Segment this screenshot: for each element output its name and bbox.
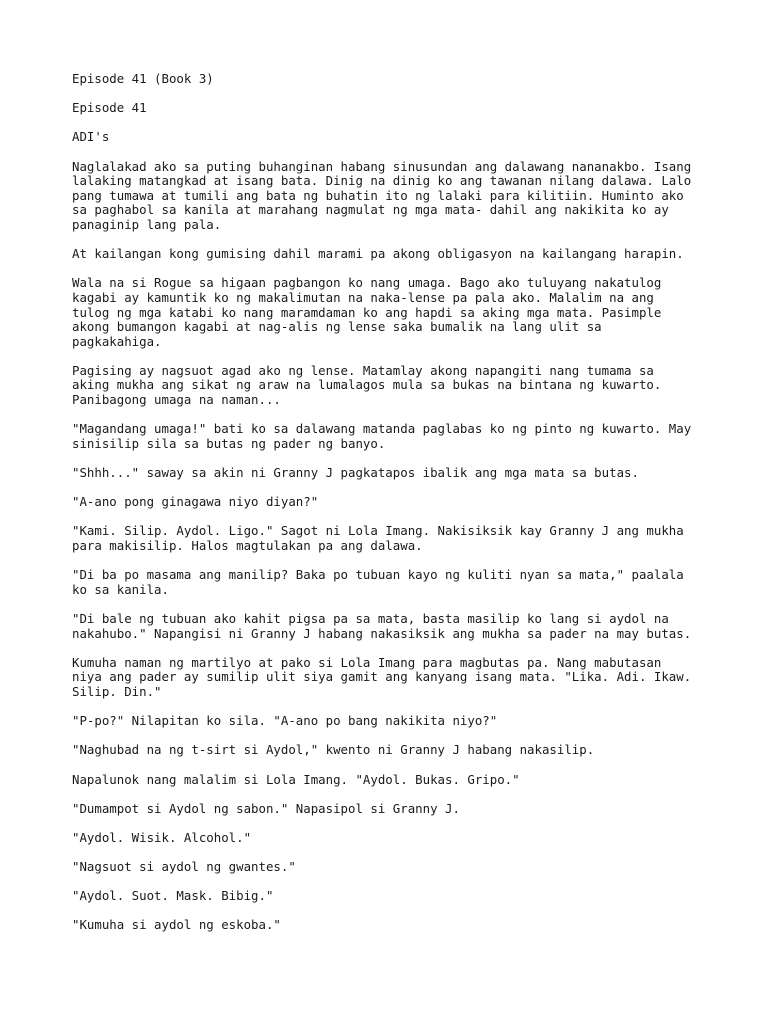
- paragraph: "P-po?" Nilapitan ko sila. "A-ano po bang nakikita niyo?": [72, 713, 498, 729]
- paragraph: "A-ano pong ginagawa niyo diyan?": [72, 494, 319, 510]
- episode-title: Episode 41: [72, 100, 147, 116]
- paragraph: Wala na si Rogue sa higaan pagbangon ko nang umaga. Bago ako tuluyang nakatulog kagabi ay kamuntik ko ng makalimutan na naka-lense pa pala ako. Malalim na ang tulog ng mga katabi ko nang maramdaman ko ang hapdi sa aking mga mata. Pasimple akong bumangon kagabi at nag-alis ng lense saka bumalik na lang ulit sa pagkakahiga.: [72, 275, 662, 349]
- paragraph: "Dumampot si Aydol ng sabon." Napasipol si Granny J.: [72, 800, 460, 816]
- paragraph: "Aydol. Wisik. Alcohol.": [72, 829, 252, 845]
- document-page: [72, 72, 700, 948]
- chapter-pov-label: ADI's: [72, 129, 110, 145]
- paragraph: "Di bale ng tubuan ako kahit pigsa pa sa mata, basta masilip ko lang si aydol na nakahubo." Napangisi ni Granny J habang nakasiksik ang mukha sa pader na may butas.: [72, 610, 692, 641]
- paragraph: Pagising ay nagsuot agad ako ng lense. Matamlay akong napangiti nang tumama sa aking mukha ang sikat ng araw na lumalagos mula sa bukas na bintana ng kuwarto. Panibagong umaga na naman...: [72, 362, 662, 408]
- paragraph: "Di ba po masama ang manilip? Baka po tubuan kayo ng kuliti nyan sa mata," paalala ko sa kanila.: [72, 567, 684, 597]
- paragraph: "Kami. Silip. Aydol. Ligo." Sagot ni Lola Imang. Nakisiksik kay Granny J ang mukha para makisilip. Halos magtulakan pa ang dalawa.: [72, 523, 684, 553]
- paragraph: "Shhh..." saway sa akin ni Granny J pagkatapos ibalik ang mga mata sa butas.: [72, 465, 639, 481]
- paragraph: "Aydol. Suot. Mask. Bibig.": [72, 888, 274, 904]
- paragraph: "Magandang umaga!" bati ko sa dalawang matanda paglabas ko ng pinto ng kuwarto. May sinisilip sila sa butas ng pader ng banyo.: [72, 421, 692, 451]
- paragraph: Naglalakad ako sa puting buhanginan habang sinusundan ang dalawang nananakbo. Isang lalaking matangkad at isang bata. Dinig na dinig ko ang tawanan nilang dalawa. Lalo pang tumawa at tumili ang bata ng buhatin ito ng lalaki para kilitiin. Huminto ako sa paghabol sa kanila at marahang nagmulat ng mga mata- dahil ang nakikita ko ay panaginip lang pala.: [72, 158, 692, 232]
- paragraph: Napalunok nang malalim si Lola Imang. "Aydol. Bukas. Gripo.": [72, 771, 520, 787]
- paragraph: "Nagsuot si aydol ng gwantes.": [72, 859, 296, 875]
- paragraph: "Kumuha si aydol ng eskoba.": [72, 917, 281, 933]
- paragraph: Kumuha naman ng martilyo at pako si Lola Imang para magbutas pa. Nang mabutasan niya ang pader ay sumilip ulit siya gamit ang kanyang isang mata. "Lika. Adi. Ikaw. Silip. Din.": [72, 654, 692, 699]
- document-heading: Episode 41 (Book 3): [72, 71, 214, 86]
- paragraph: At kailangan kong gumising dahil marami pa akong obligasyon na kailangang harapin.: [72, 246, 684, 262]
- paragraph: "Naghubad na ng t-sirt si Aydol," kwento ni Granny J habang nakasilip.: [72, 742, 595, 758]
